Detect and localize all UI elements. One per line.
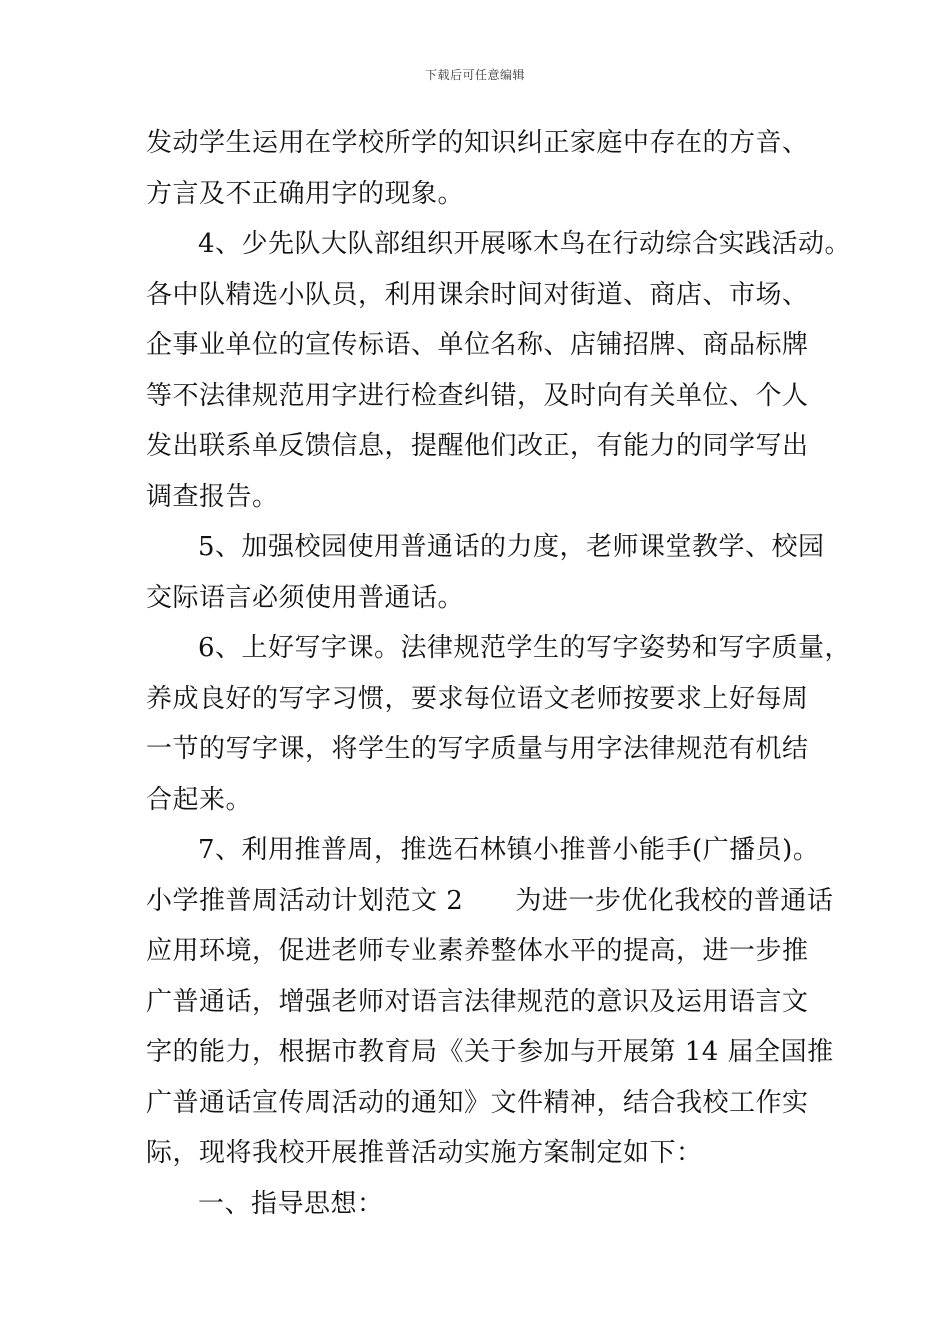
text-line: 4、少先队大队部组织开展啄木鸟在行动综合实践活动。	[198, 229, 852, 259]
page-header: 下载后可任意编辑	[424, 68, 525, 82]
text-line: 7、利用推普周，推选石林镇小推普小能手(广播员)。	[198, 835, 820, 865]
text-line: 各中队精选小队员，利用课余时间对街道、商店、市场、	[146, 279, 809, 310]
text-line	[146, 876, 834, 927]
text-line: 企事业单位的宣传标语、单位名称、店铺招牌、商品标牌	[146, 330, 809, 360]
section-heading: 一、指导思想：	[198, 1188, 384, 1219]
section-title: 小学推普周活动计划范文 2	[146, 885, 464, 916]
text-line: 方言及不正确用字的现象。	[146, 178, 465, 209]
text-line: 养成良好的写字习惯，要求每位语文老师按要求上好每周	[146, 683, 809, 714]
text-line: 广普通话宣传周活动的通知》文件精神，结合我校工作实	[146, 1087, 809, 1118]
text-line: 6、上好写字课。法律规范学生的写字姿势和写字质量，	[198, 633, 852, 663]
text-line: 际，现将我校开展推普活动实施方案制定如下：	[146, 1138, 703, 1168]
text-line: 一节的写字课，将学生的写字质量与用字法律规范有机结	[146, 734, 809, 764]
text-line: 调查报告。	[146, 481, 279, 512]
text-line: 字的能力，根据市教育局《关于参加与开展第 14 届全国推	[146, 1037, 834, 1067]
text-line: 等不法律规范用字进行检查纠错，及时向有关单位、个人	[146, 380, 809, 411]
text-line: 交际语言必须使用普通话。	[146, 582, 465, 613]
text-line: 发动学生运用在学校所学的知识纠正家庭中存在的方音、	[146, 128, 809, 158]
text-line: 广普通话，增强老师对语言法律规范的意识及运用语言文	[146, 986, 809, 1017]
document-body	[146, 118, 852, 1229]
text-line: 发出联系单反馈信息，提醒他们改正，有能力的同学写出	[146, 431, 809, 461]
section-intro: 为进一步优化我校的普通话	[515, 885, 834, 916]
text-line: 合起来。	[146, 784, 253, 815]
text-line: 5、加强校园使用普通话的力度，老师课堂教学、校园	[198, 532, 825, 562]
text-line: 应用环境，促进老师专业素养整体水平的提高，进一步推	[146, 936, 809, 966]
